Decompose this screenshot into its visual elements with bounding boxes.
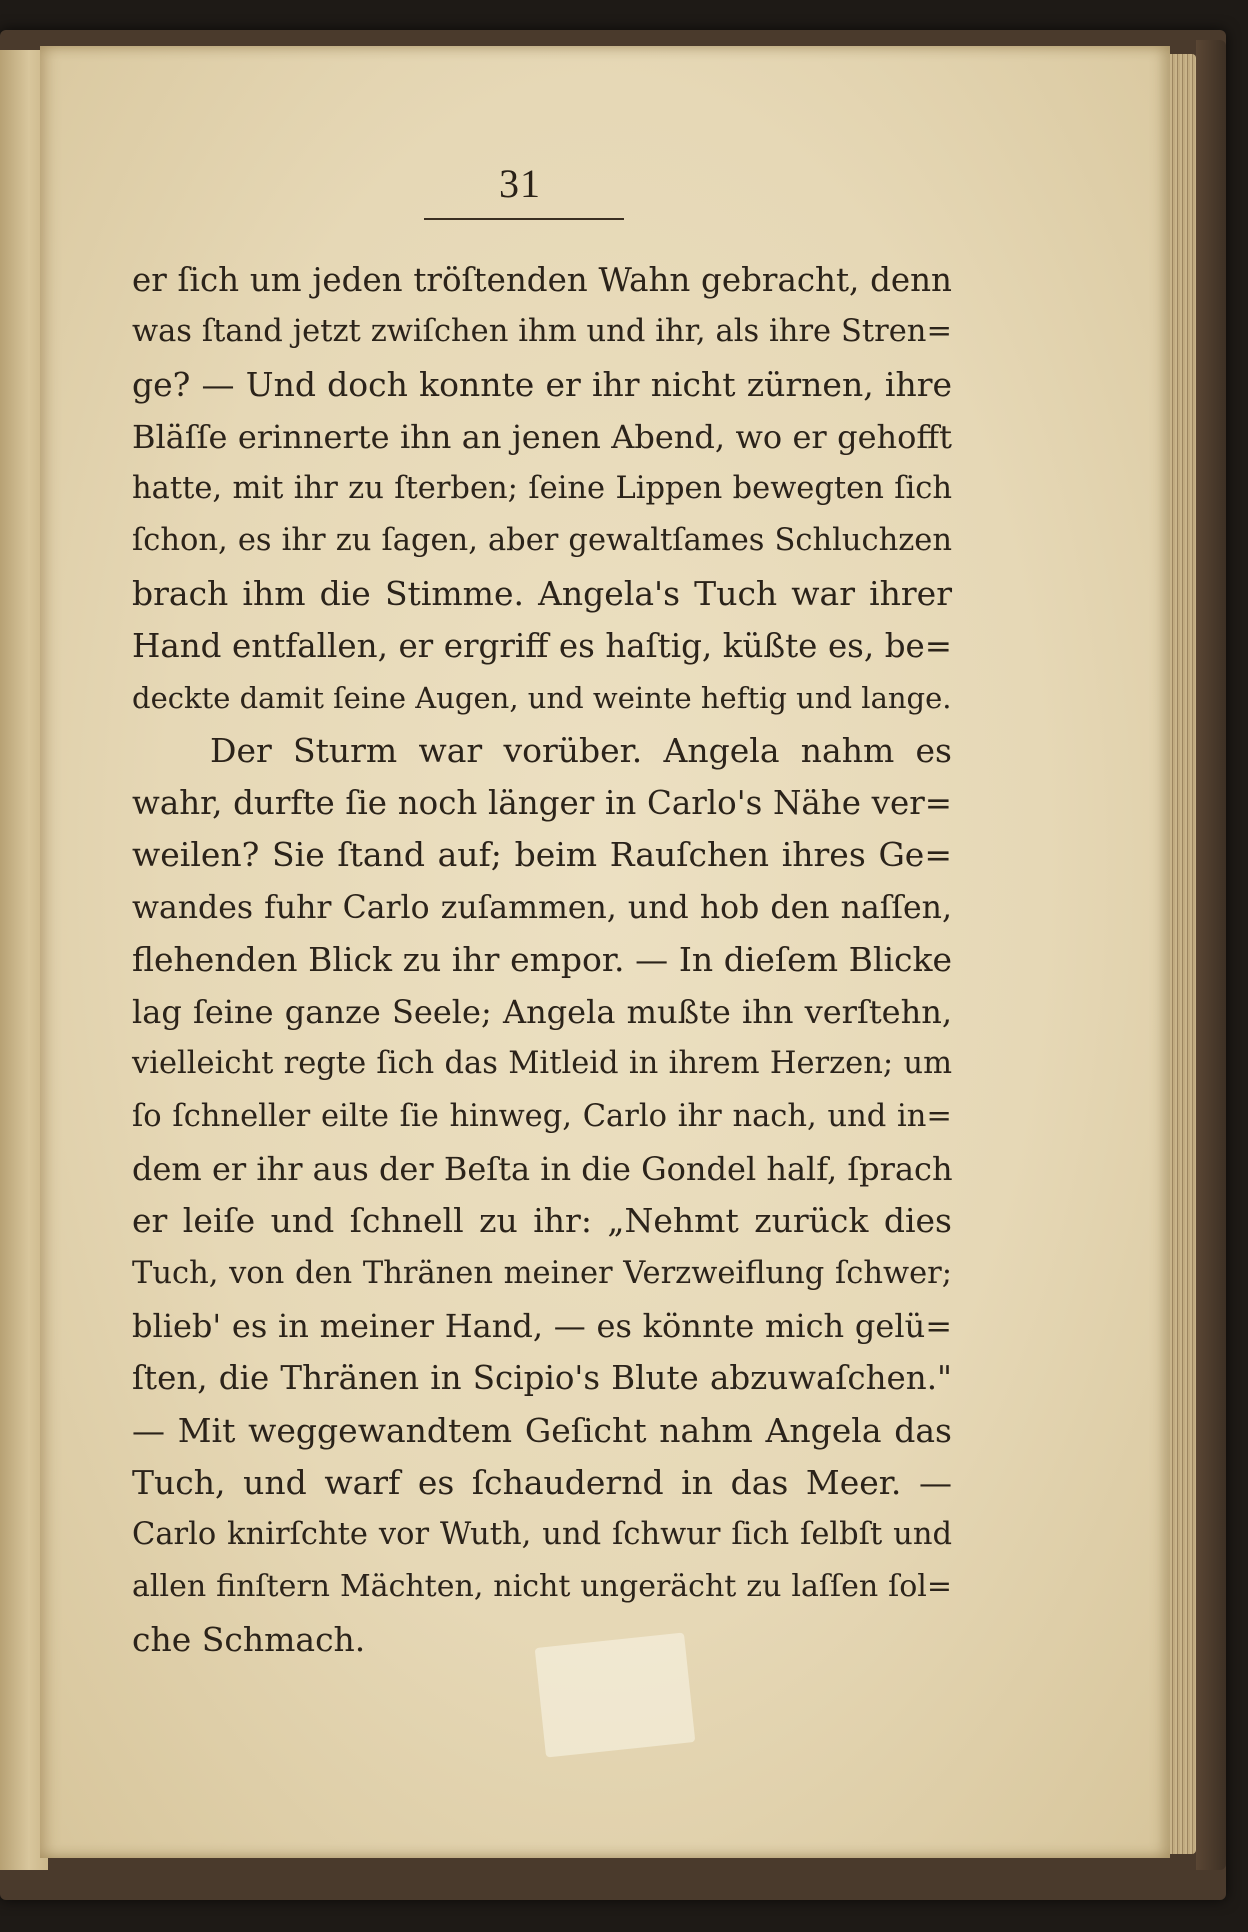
text-line: che Schmach. [132, 1619, 366, 1659]
body-text [132, 254, 952, 1666]
text-line: vielleicht regte ſich das Mitleid in ihrem Herzen; um [132, 1046, 952, 1082]
text-line: allen finſtern Mächten, nicht ungerächt zu laſſen ſol= [132, 1569, 952, 1605]
text-line: hatte, mit ihr zu ſterben; ſeine Lippen bewegten ſich [132, 471, 952, 507]
cover-edge [1196, 40, 1226, 1870]
text-line: ſo ſchneller eilte ſie hinweg, Carlo ihr nach, und in= [132, 1098, 952, 1134]
text-line: lag ſeine ganze Seele; Angela mußte ihn verſtehn, [132, 993, 952, 1032]
text-line: Hand entfallen, er ergriff es haſtig, küßte es, be= [132, 627, 952, 666]
text-line: ſchon, es ihr zu ſagen, aber gewaltſames Schluchzen [132, 523, 952, 559]
text-line: Tuch, von den Thränen meiner Verzweiflung ſchwer; [132, 1255, 952, 1291]
text-line: deckte damit ſeine Augen, und weinte heftig und lange. [132, 681, 952, 716]
text-line: — Mit weggewandtem Geſicht nahm Angela das [132, 1410, 952, 1450]
page-fore-edge [1170, 54, 1196, 1854]
text-line: er leiſe und ſchnell zu ihr: „Nehmt zurück dies [132, 1201, 952, 1241]
text-line: blieb' es in meiner Hand, — es könnte mich gelü= [132, 1306, 952, 1345]
text-line: er ſich um jeden tröſtenden Wahn gebracht, denn [132, 261, 952, 299]
text-line: wahr, durfte ſie noch länger in Carlo's Nähe ver= [132, 783, 952, 822]
text-line: Carlo knirſchte vor Wuth, und ſchwur ſich ſelbſt und [132, 1517, 952, 1553]
text-line: Bläſſe erinnerte ihn an jenen Abend, wo er gehofft [132, 417, 952, 456]
page-number: 31 [499, 161, 541, 206]
text-line: ſten, die Thränen in Scipio's Blute abzuwaſchen." [132, 1359, 952, 1398]
text-line: wandes fuhr Carlo zuſammen, und hob den naſſen, [132, 889, 952, 926]
text-line: was ſtand jetzt zwiſchen ihm und ihr, als ihre Stren= [132, 314, 952, 350]
text-line: Tuch, und warf es ſchaudernd in das Meer. — [132, 1462, 952, 1502]
text-line: dem er ihr aus der Beſta in die Gondel half, ſprach [132, 1150, 953, 1189]
text-line: Der Sturm war vorüber. Angela nahm es [210, 730, 952, 770]
text-line: ge? — Und doch konnte er ihr nicht zürnen, ihre [132, 364, 952, 404]
text-line: weilen? Sie ſtand auf; beim Rauſchen ihres Ge= [132, 835, 952, 875]
text-line: brach ihm die Stimme. Angela's Tuch war ihrer [132, 573, 952, 613]
text-line: flehenden Blick zu ihr empor. — In dieſem Blicke [132, 939, 952, 979]
header-rule [424, 218, 624, 220]
